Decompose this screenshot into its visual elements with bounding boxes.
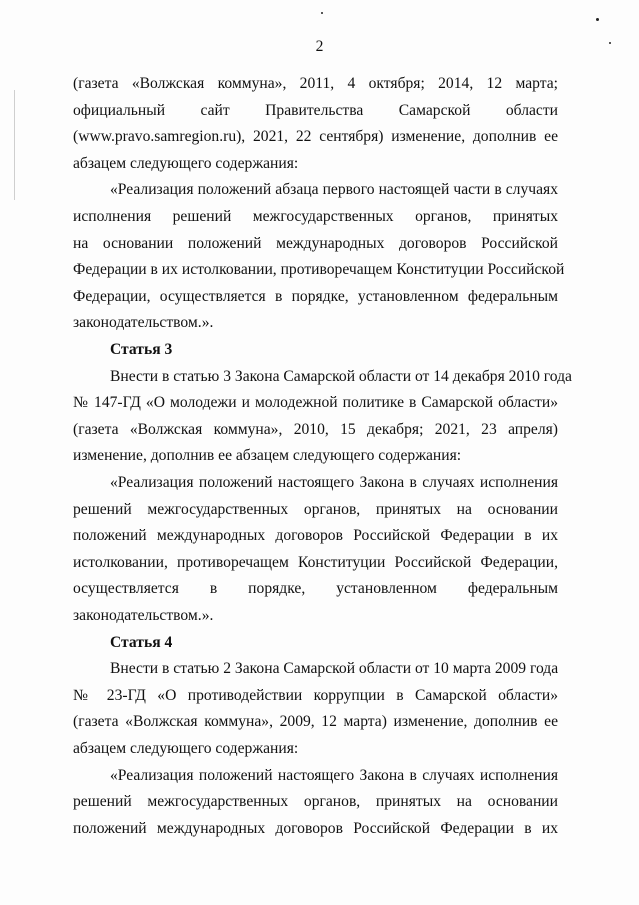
- text-line: абзацем следующего содержания:: [73, 154, 299, 172]
- text-line: (газета «Волжская коммуна», 2009, 12 марта) изменение, дополнив ее: [73, 713, 558, 731]
- article-heading: Статья 4: [110, 633, 173, 651]
- text-line: «Реализация положений настоящего Закона в случаях исполнения: [110, 766, 558, 784]
- text-line: исполнения решений межгосударственных органов, принятых: [73, 208, 558, 225]
- text-line: законодательством.».: [73, 314, 214, 332]
- scan-speck: [596, 18, 599, 21]
- scan-speck: [321, 12, 323, 14]
- text-line: официальный сайт Правительства Самарской области: [73, 101, 558, 119]
- text-line: Внести в статью 3 Закона Самарской области от 14 декабря 2010 года: [110, 367, 572, 385]
- article-heading: Статья 3: [110, 341, 173, 358]
- text-line: абзацем следующего содержания:: [73, 740, 299, 757]
- text-line: положений международных договоров Российской Федерации в их: [73, 527, 558, 545]
- scan-speck: [609, 42, 611, 44]
- text-line: (www.pravo.samregion.ru), 2021, 22 сентября) изменение, дополнив ее: [73, 128, 558, 146]
- text-line: (газета «Волжская коммуна», 2010, 15 декабря; 2021, 23 апреля): [73, 420, 558, 438]
- text-line: решений межгосударственных органов, принятых на основании: [73, 500, 558, 518]
- text-line: истолковании, противоречащем Конституции Российской Федерации,: [73, 553, 558, 571]
- text-line: № 147-ГД «О молодежи и молодежной политике в Самарской области»: [73, 394, 558, 412]
- text-line: № 23-ГД «О противодействии коррупции в Самарской области»: [73, 686, 558, 704]
- text-line: положений международных договоров Российской Федерации в их: [73, 819, 558, 837]
- text-line: законодательством.».: [73, 607, 214, 624]
- text-line: «Реализация положений абзаца первого настоящей части в случаях: [110, 181, 558, 199]
- text-line: (газета «Волжская коммуна», 2011, 4 октября; 2014, 12 марта;: [73, 75, 558, 92]
- text-line: Федерации в их истолковании, противоречащем Конституции Российской: [73, 261, 565, 279]
- page-number: 2: [315, 38, 324, 55]
- text-line: Федерации, осуществляется в порядке, установленном федеральным: [73, 287, 558, 305]
- text-line: «Реализация положений настоящего Закона в случаях исполнения: [110, 474, 558, 491]
- text-line: на основании положений международных договоров Российской: [73, 234, 558, 252]
- text-line: решений межгосударственных органов, принятых на основании: [73, 793, 558, 811]
- text-line: изменение, дополнив ее абзацем следующего содержания:: [73, 447, 462, 465]
- text-line: осуществляется в порядке, установленном федеральным: [73, 580, 558, 598]
- text-line: Внести в статью 2 Закона Самарской области от 10 марта 2009 года: [110, 660, 559, 678]
- scan-edge-line: [14, 90, 15, 200]
